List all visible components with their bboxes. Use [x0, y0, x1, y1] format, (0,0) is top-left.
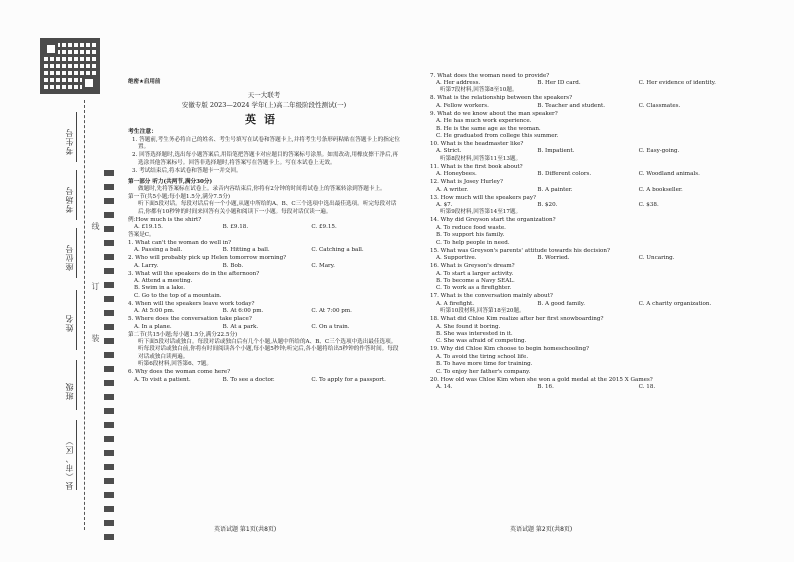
- option: C. Uncaring.: [638, 255, 675, 262]
- subject-title: 英语: [245, 112, 283, 126]
- option: B. To have more time for training.: [436, 361, 533, 368]
- option: B. Teacher and student.: [537, 102, 605, 109]
- option: B. £9.18.: [222, 224, 249, 231]
- question-stem: 1. What can't the woman do well in?: [128, 239, 232, 246]
- notice-item: 3. 考试结束后,将本试卷和答题卡一并交回。: [132, 168, 242, 175]
- question-stem: 16. What is Greyson's dream?: [430, 263, 515, 270]
- option: C. Catching a ball.: [311, 247, 364, 254]
- fill-line: [76, 228, 77, 278]
- part-intro: 做题时,先将答案标在试卷上。录音内容结束后,你将有2分钟的时间将试卷上的答案转涂到答题卡上。: [138, 186, 386, 193]
- option: C. To help people in need.: [436, 239, 510, 246]
- fill-line: [76, 112, 77, 162]
- listening-note: 听第7段材料,回答第8至10题。: [440, 87, 518, 94]
- question-stem: 9. What do we know about the man speaker?: [430, 110, 558, 117]
- option: A. Her address.: [436, 80, 481, 86]
- option: A. To start a larger activity.: [436, 270, 514, 277]
- question-stem: 6. Why does the woman come here?: [128, 369, 231, 376]
- option: A. Supportive.: [436, 255, 477, 262]
- option: B. 16.: [537, 383, 554, 390]
- option: A. To visit a patient.: [134, 376, 191, 383]
- fill-line: [76, 360, 77, 410]
- option: A. Honeybees.: [436, 171, 477, 178]
- section-heading: 第二节(共15小题;每小题1.5分,满分22.5分): [128, 331, 238, 338]
- question-list: [128, 240, 400, 331]
- option: C. $38.: [638, 202, 659, 209]
- listening-note: 听第6段材料,回答第6、7题。: [138, 361, 212, 368]
- option: C. A bookseller.: [638, 186, 683, 193]
- option: B. To support his family.: [436, 232, 505, 239]
- option: C. Her evidence of identity.: [638, 80, 716, 86]
- question-stem: 15. What was Greyson's parents' attitude towards his decision?: [430, 247, 610, 254]
- section-heading: 第一节(共5小题;每小题1.5分,满分7.5分): [128, 194, 231, 201]
- option: B. A painter.: [537, 186, 573, 193]
- option: B. Hitting a ball.: [222, 247, 270, 254]
- question-stem: 18. What did Chloe Kim realize after her first snowboarding?: [430, 316, 604, 323]
- option: A. Fellow workers.: [436, 102, 489, 109]
- label-room-no: 考场号: [65, 186, 74, 213]
- option: C. A charity organization.: [638, 300, 712, 307]
- notice-title: 考生注意：: [128, 129, 157, 136]
- qr-code-icon: [40, 38, 100, 94]
- option: C. Easy-going.: [638, 148, 680, 155]
- question-options: [430, 103, 740, 110]
- question-stem: 14. Why did Greyson start the organization?: [430, 217, 556, 224]
- question-stem: 13. How much will the speakers pay?: [430, 194, 536, 201]
- option: A. A firefight.: [436, 300, 475, 307]
- label-name: 姓名: [65, 314, 74, 332]
- section-intro: 听下面5段对话或独白。每段对话或独白后有几个小题,从题中所给的A、B、C三个选项中选出最佳选项。听每段对话或独白前,你将有时间阅读各个小题,每小题5秒钟;听完后,各小题将给出5秒钟的作答时间。每段对话或独白读两遍。: [138, 338, 399, 360]
- question-options: [430, 171, 740, 178]
- question-stem: 11. What is the first book about?: [430, 163, 523, 170]
- option: A. 14.: [436, 383, 453, 390]
- option: C. To enjoy her father's company.: [436, 368, 531, 375]
- binding-margin: [0, 0, 116, 562]
- option: B. Different colors.: [537, 171, 592, 178]
- question-stem: 17. What is the conversation mainly about?: [430, 293, 553, 300]
- page-1-column: [128, 72, 400, 384]
- option: B. At a park.: [222, 323, 259, 330]
- exam-organizer: 天一大联考: [247, 91, 281, 99]
- question-stem: 4. When will the speakers leave work today?: [128, 300, 255, 307]
- option: C. Woodland animals.: [638, 171, 700, 178]
- question-options: [128, 308, 400, 315]
- option: B. At 6:00 pm.: [222, 308, 264, 315]
- option: B. Impatient.: [537, 148, 575, 155]
- option: C. To work as a firefighter.: [436, 285, 512, 292]
- option: A. To avoid the tiring school life.: [436, 353, 529, 360]
- question-stem: 20. How old was Chloe Kim when she won a gold medal at the 2015 X Games?: [430, 376, 653, 383]
- question-options: [430, 301, 740, 308]
- listening-note: 听第9段材料,回答第14至17题。: [440, 209, 522, 216]
- option: C. Mary.: [311, 262, 335, 269]
- secret-label: 绝密★启用前: [128, 79, 161, 85]
- question-stem: 3. What will the speakers do in the afternoon?: [128, 270, 260, 277]
- page-footer: 英语试题 第1页(共8页): [214, 526, 277, 533]
- example-question: 例:How much is the shirt?: [128, 216, 202, 223]
- question-stem: 2. Who will probably pick up Helen tomorrow morning?: [128, 255, 287, 262]
- cut-mark: 装: [91, 334, 100, 342]
- option: C. He graduated from college this summer.: [436, 133, 559, 140]
- label-county: 县（市、区）: [65, 436, 74, 490]
- option: A. £19.15.: [134, 224, 163, 231]
- question-stem: 10. What is the headmaster like?: [430, 141, 524, 148]
- listening-note: 听第10段材料,回答第18至20题。: [440, 308, 525, 315]
- option: A. To reduce food waste.: [436, 224, 506, 231]
- fill-line: [76, 420, 77, 490]
- question-options: [128, 247, 400, 254]
- example-options: [128, 224, 400, 231]
- question-stem: 7. What does the woman need to provide?: [430, 72, 550, 79]
- option: C. At 7:00 pm.: [311, 308, 352, 315]
- option: C. On a train.: [311, 323, 350, 330]
- example-answer: 答案是C。: [128, 231, 155, 238]
- option: A. Attend a meeting.: [134, 277, 193, 284]
- option: B. She was interested in it.: [436, 330, 513, 337]
- part-heading: 第一部分 听力(共两节,满分30分): [128, 178, 213, 185]
- alignment-marks: [104, 170, 114, 540]
- label-candidate-no: 考生号: [65, 128, 74, 155]
- option: A. A writer.: [436, 186, 469, 193]
- option: B. Her ID card.: [537, 80, 581, 86]
- question-options: [430, 384, 740, 391]
- option: C. 18.: [638, 383, 656, 390]
- option: A. Larry.: [134, 262, 159, 269]
- option: B. To become a Navy SEAL.: [436, 277, 515, 284]
- question-stem: 5. Where does the conversation take place?: [128, 316, 252, 323]
- label-class: 班级: [65, 382, 74, 400]
- option: A. $7.: [436, 202, 453, 209]
- question-options: [430, 148, 740, 155]
- question-options: [128, 377, 400, 384]
- option: C. Go to the top of a mountain.: [134, 292, 222, 299]
- option: A. Strict.: [436, 148, 462, 155]
- question-stem: 8. What is the relationship between the speakers?: [430, 95, 573, 102]
- option: A. At 5:00 pm.: [134, 308, 175, 315]
- label-seat-no: 座位号: [65, 244, 74, 271]
- option: A. Passing a ball.: [134, 247, 183, 254]
- question-stem: 19. Why did Chloe Kim choose to begin homeschooling?: [430, 346, 590, 353]
- notice-item: 1. 答题前,考生务必将自己的姓名、考生号填写在试卷和答题卡上,并将考生号条形码粘贴在答题卡上的指定位置。: [132, 136, 400, 151]
- listening-note: 听第8段材料,回答第11至13题。: [440, 155, 522, 162]
- notice-item: 2. 回答选择题时,选出每小题答案后,用铅笔把答题卡对应题目的答案标号涂黑。如需改动,用橡皮擦干净后,再选涂其他答案标号。回答非选择题时,将答案写在答题卡上。写在本试卷上无效。: [132, 152, 398, 166]
- cut-mark: 订: [91, 282, 100, 290]
- option: A. In a plane.: [134, 323, 172, 330]
- option: A. He has much work experience.: [436, 118, 532, 125]
- page-footer: 英语试题 第2页(共8页): [510, 526, 573, 533]
- exam-title: 安徽专版 2023—2024 学年(上)高二年级阶段性测试(一): [181, 101, 347, 110]
- option: C. To apply for a passport.: [311, 376, 386, 383]
- fill-line: [76, 290, 77, 350]
- page-2-column: [430, 72, 740, 391]
- question-stem: 12. What is Josey Hurley?: [430, 179, 503, 186]
- option: B. He is the same age as the woman.: [436, 125, 541, 132]
- question-options: [430, 187, 740, 194]
- fill-line: [76, 170, 77, 220]
- question-options: [128, 324, 400, 331]
- option: C. £9.15.: [311, 224, 337, 231]
- section-intro: 听下面5段对话。每段对话后有一个小题,从题中所给的A、B、C三个选项中选出最佳选项。听完每段对话后,你都有10秒钟的时间来回答有关小题和阅读下一小题。每段对话仅读一遍。: [138, 201, 397, 215]
- cut-line: [84, 100, 85, 530]
- option: B. $20.: [537, 202, 558, 209]
- option: B. Swim in a lake.: [134, 285, 186, 292]
- question-options: [128, 263, 400, 270]
- question-options: [430, 255, 740, 262]
- option: C. Classmates.: [638, 102, 681, 109]
- option: B. Worried.: [537, 255, 570, 262]
- option: A. She found it boring.: [436, 323, 501, 330]
- option: C. She was afraid of competing.: [436, 338, 527, 345]
- option: B. Bob.: [222, 262, 244, 269]
- cut-mark: 线: [91, 222, 100, 230]
- option: B. To see a doctor.: [222, 376, 275, 383]
- option: B. A good family.: [537, 300, 585, 307]
